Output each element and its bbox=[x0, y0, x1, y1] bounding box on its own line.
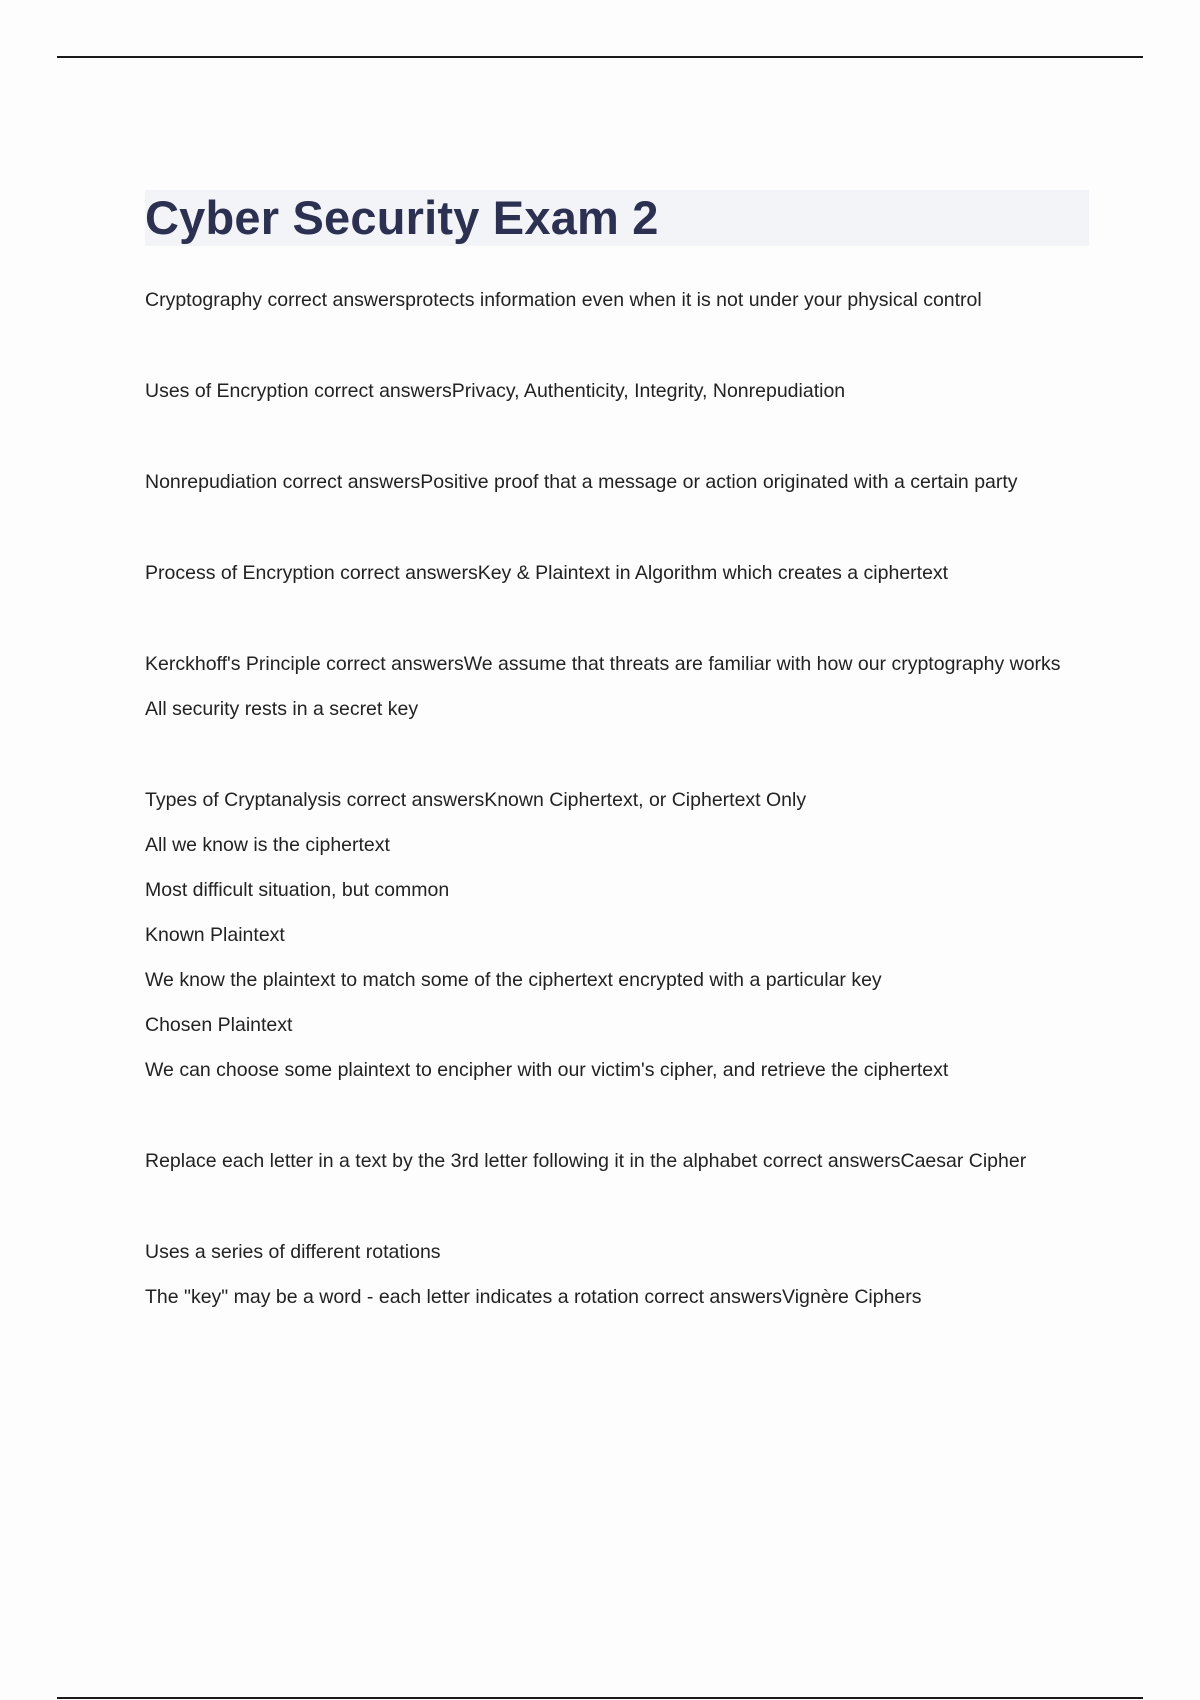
flashcard bbox=[145, 1147, 1089, 1175]
card-text: Cryptography correct answersprotects information even when it is not under your physical control bbox=[145, 289, 982, 311]
card-text: Nonrepudiation correct answersPositive proof that a message or action originated with a certain party bbox=[145, 471, 1018, 493]
flashcard bbox=[145, 377, 1089, 405]
card-text: Uses of Encryption correct answersPrivacy, Authenticity, Integrity, Nonrepudiation bbox=[145, 380, 846, 402]
card-text: Types of Cryptanalysis correct answersKnown Ciphertext, or Ciphertext Only bbox=[145, 789, 807, 811]
flashcard bbox=[145, 650, 1089, 723]
card-text: The "key" may be a word - each letter indicates a rotation correct answersVignère Ciphers bbox=[145, 1286, 922, 1308]
flashcard bbox=[145, 286, 1089, 314]
card-text: Most difficult situation, but common bbox=[145, 879, 450, 901]
card-text: We can choose some plaintext to encipher with our victim's cipher, and retrieve the ciphertext bbox=[145, 1059, 949, 1081]
flashcard bbox=[145, 559, 1089, 587]
card-text: All we know is the ciphertext bbox=[145, 834, 390, 856]
card-text: Kerckhoff's Principle correct answersWe assume that threats are familiar with how our cryptography works bbox=[145, 653, 1061, 675]
flashcard bbox=[145, 1238, 1089, 1311]
title-band bbox=[145, 190, 1089, 246]
flashcard bbox=[145, 786, 1089, 1084]
card-text: All security rests in a secret key bbox=[145, 698, 419, 720]
card-text: Process of Encryption correct answersKey & Plaintext in Algorithm which creates a ciphertext bbox=[145, 562, 949, 584]
header-rule bbox=[57, 56, 1143, 58]
card-text: Uses a series of different rotations bbox=[145, 1241, 441, 1263]
card-text: We know the plaintext to match some of the ciphertext encrypted with a particular key bbox=[145, 969, 882, 991]
card-text: Chosen Plaintext bbox=[145, 1014, 293, 1036]
flashcard bbox=[145, 468, 1089, 496]
card-text: Replace each letter in a text by the 3rd letter following it in the alphabet correct answersCaesar Cipher bbox=[145, 1150, 1027, 1172]
card-text: Known Plaintext bbox=[145, 924, 285, 946]
document-body bbox=[145, 190, 1089, 1374]
footer-rule bbox=[57, 1697, 1143, 1699]
page-title: Cyber Security Exam 2 bbox=[145, 191, 659, 244]
